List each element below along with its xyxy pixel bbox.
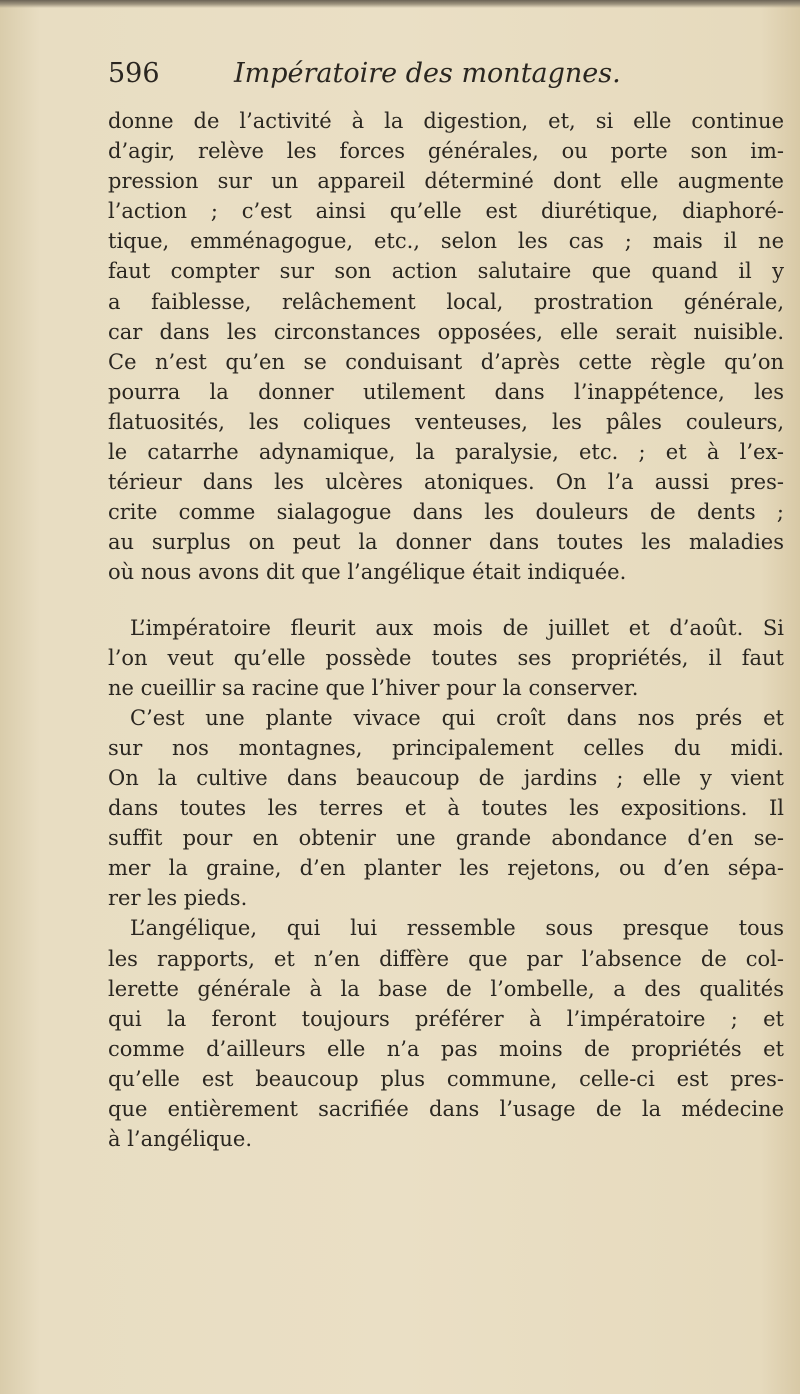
paragraph-2 [108, 613, 784, 703]
text-line: donne de l’activité à la digestion, et, si elle continue [108, 109, 784, 133]
text-line: que entièrement sacrifiée dans l’usage de la médecine [108, 1097, 784, 1121]
text-line: pourra la donner utilement dans l’inappétence, les [108, 379, 784, 404]
text-line: C’est une plante vivace qui croît dans nos prés et [130, 705, 784, 730]
text-line: car dans les circonstances opposées, elle serait nuisible. [108, 319, 784, 344]
text-line: à l’angélique. [108, 1127, 253, 1152]
text-line: l’action ; c’est ainsi qu’elle est diurétique, diaphoré- [108, 199, 784, 224]
text-line: suffit pour en obtenir une grande abondance d’en se- [108, 826, 784, 851]
page-header [108, 58, 788, 98]
paragraph-4 [108, 913, 784, 1154]
text-line: lerette générale à la base de l’ombelle, a des qualités [108, 976, 784, 1001]
text-line: L’impératoire fleurit aux mois de juillet et d’août. Si [130, 615, 784, 640]
text-line: qu’elle est beaucoup plus commune, celle-ci est pres- [108, 1066, 784, 1091]
text-line: qui la feront toujours préférer à l’impératoire ; et [108, 1006, 784, 1031]
text-line: comme d’ailleurs elle n’a pas moins de propriétés et [108, 1036, 784, 1061]
text-line: a faiblesse, relâchement local, prostration générale, [108, 289, 784, 314]
body-text [108, 106, 784, 1154]
page-top-edge [0, 0, 800, 8]
text-line: où nous avons dit que l’angélique était indiquée. [108, 560, 627, 585]
text-line: crite comme sialagogue dans les douleurs de dents ; [108, 500, 784, 525]
running-title: Impératoire des montagnes. [234, 58, 621, 89]
text-line: ne cueillir sa racine que l’hiver pour la conserver. [108, 675, 639, 700]
text-line: mer la graine, d’en planter les rejetons, ou d’en sépa- [108, 856, 784, 881]
text-line: térieur dans les ulcères atoniques. On l’a aussi pres- [108, 470, 784, 495]
page-number: 596 [108, 58, 160, 89]
text-line: au surplus on peut la donner dans toutes les maladies [108, 530, 784, 555]
text-line: Ce n’est qu’en se conduisant d’après cette règle qu’on [108, 349, 784, 374]
paragraph-3 [108, 703, 784, 914]
paragraph-1 [108, 106, 784, 588]
text-line: l’on veut qu’elle possède toutes ses propriétés, il faut [108, 645, 784, 670]
text-line: pression sur un appareil déterminé dont elle augmente [108, 169, 784, 194]
text-line: flatuosités, les coliques venteuses, les pâles couleurs, [108, 409, 784, 434]
text-line: On la cultive dans beaucoup de jardins ; elle y vient [108, 765, 784, 790]
text-line: sur nos montagnes, principalement celles du midi. [108, 735, 784, 760]
text-line: L’angélique, qui lui ressemble sous presque tous [130, 916, 784, 941]
text-line: d’agir, relève les forces générales, ou porte son im- [108, 139, 784, 164]
text-line: rer les pieds. [108, 886, 248, 911]
text-line: les rapports, et n’en diffère que par l’absence de col- [108, 946, 784, 971]
text-line: tique, emménagogue, etc., selon les cas ; mais il ne [108, 229, 784, 254]
paragraph-gap [108, 588, 784, 613]
text-line: dans toutes les terres et à toutes les expositions. Il [108, 796, 784, 821]
text-line: le catarrhe adynamique, la paralysie, etc. ; et à l’ex- [108, 440, 784, 465]
text-line: faut compter sur son action salutaire que quand il y [108, 259, 784, 284]
